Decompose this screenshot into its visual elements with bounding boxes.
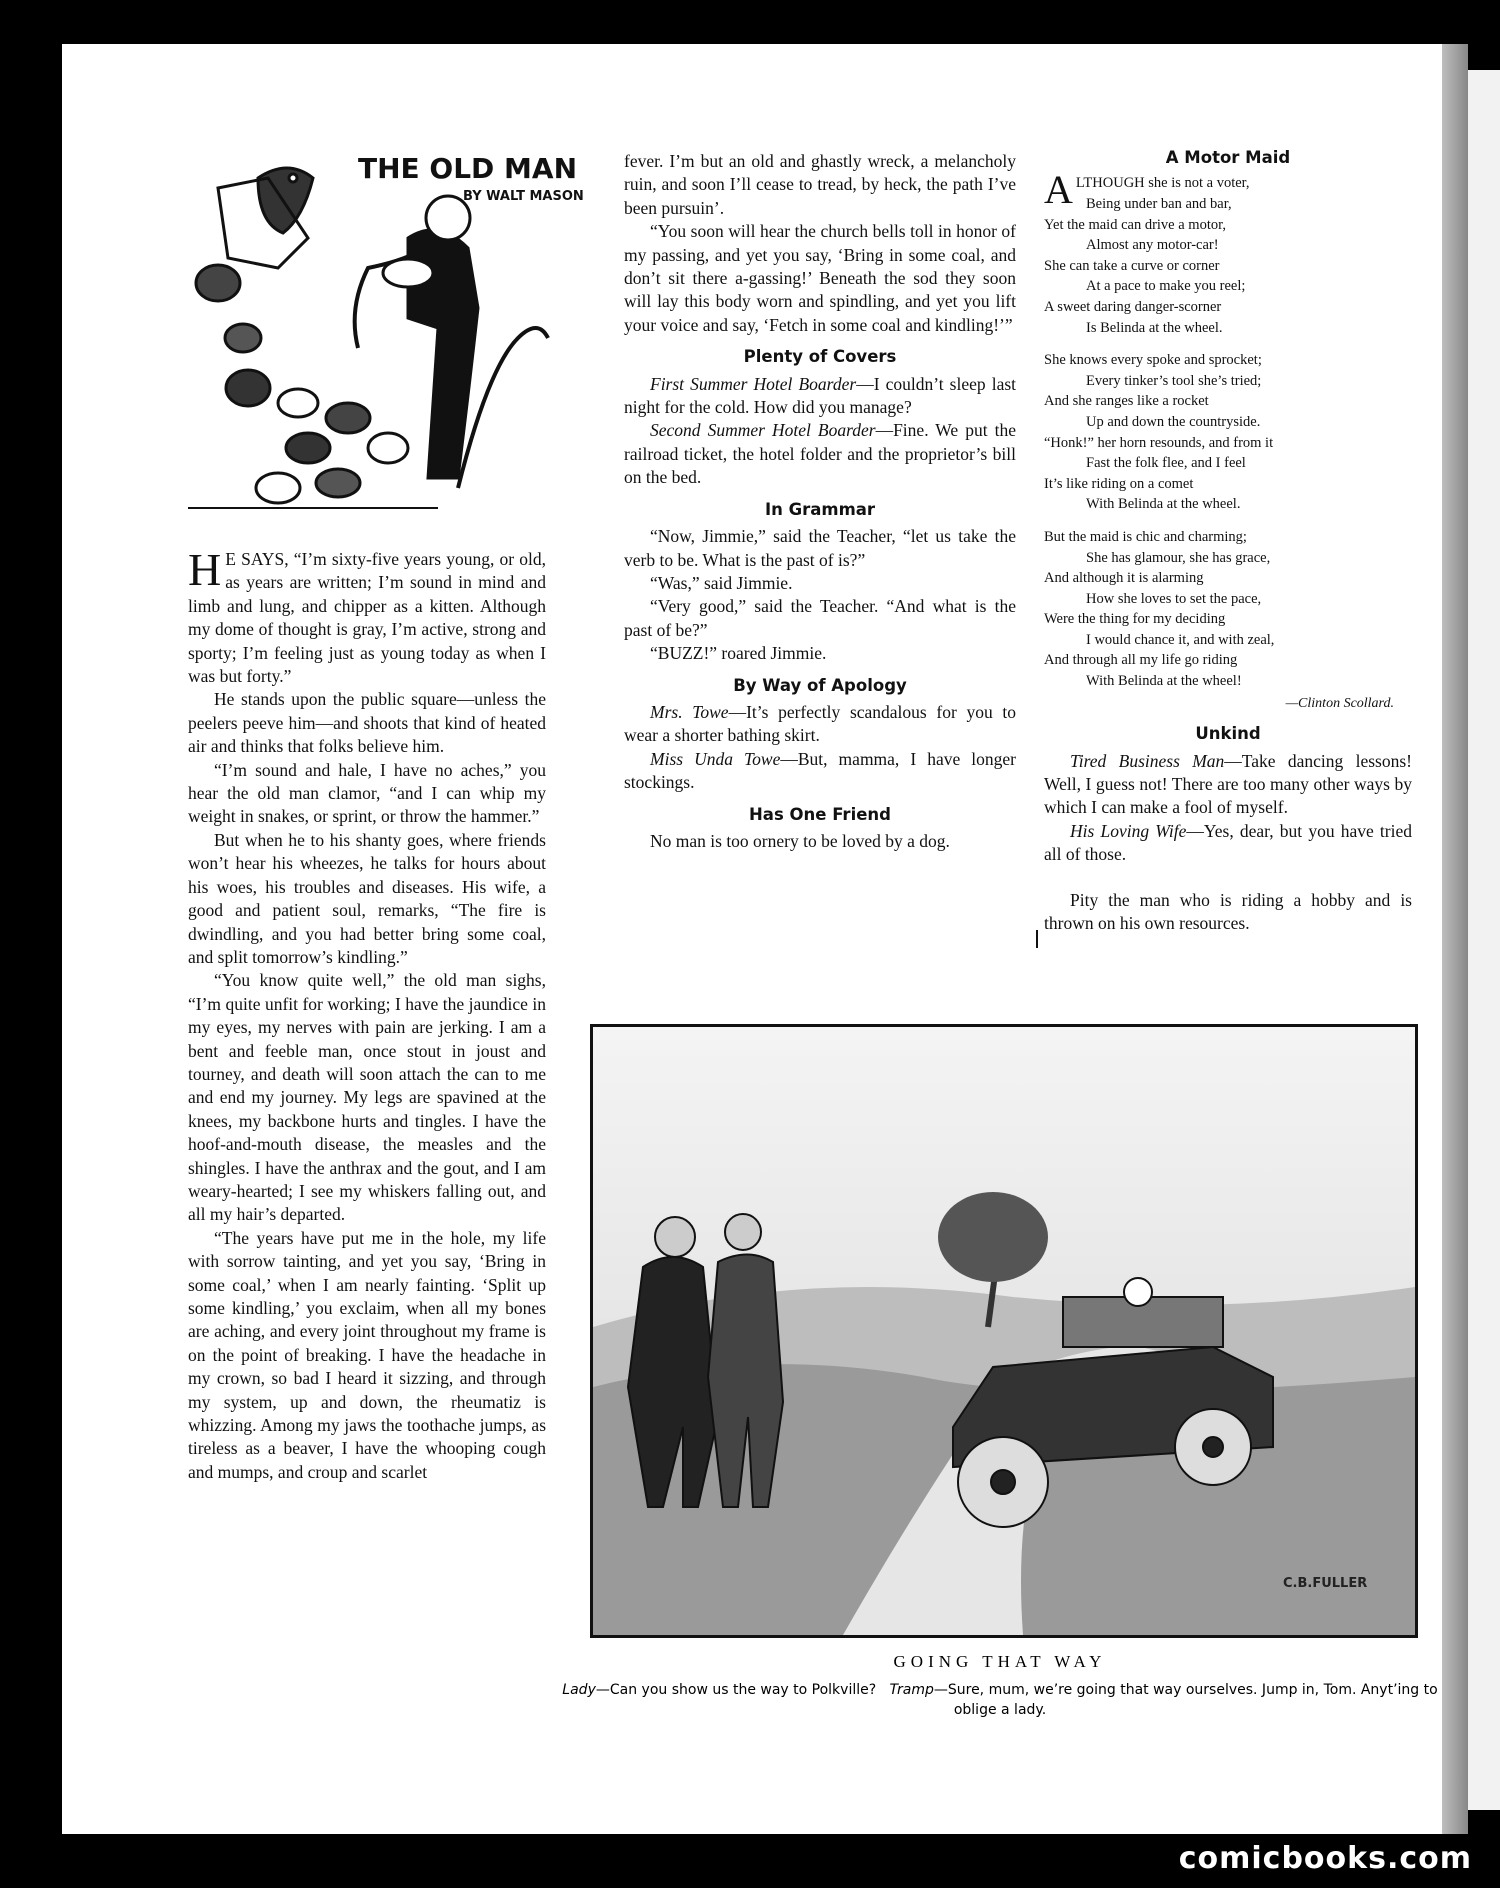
- grammar-line-4: “BUZZ!” roared Jimmie.: [650, 643, 827, 664]
- next-page-strip: [1468, 70, 1500, 1810]
- poem-line: Is Belinda at the wheel.: [1086, 319, 1223, 336]
- poem-line: Every tinker’s tool she’s tried;: [1086, 372, 1262, 389]
- old-man-cartoon: [188, 148, 588, 520]
- poem-line: With Belinda at the wheel!: [1086, 673, 1242, 690]
- poem-line: And she ranges like a rocket: [1044, 393, 1209, 410]
- article-paragraph-5: “You know quite well,” the old man sighs, “I’m quite unfit for working; I have the jaundice in my eyes, my nerves with pain are jerking. I am a bent and feeble man, once stout in joust and tourney, and death will soon attach the can to me and end my journey. My legs are spavined at the knees, my backbone hurts and tingles. I have the hoof-and-mouth disease, the measles and the shingles. I have the anthrax and the gout, and I am weary-hearted; I see my whiskers falling out, and all my hair’s departed.: [188, 970, 546, 1225]
- poem-line: But the maid is chic and charming;: [1044, 528, 1247, 545]
- caption-line-tramp: —Sure, mum, we’re going that way ourselves. Jump in, Tom. Anyt’ing to oblige a lady.: [933, 1682, 1438, 1718]
- poem-line: It’s like riding on a comet: [1044, 475, 1194, 492]
- poem-line: She knows every spoke and sprocket;: [1044, 352, 1262, 369]
- poem-line: How she loves to set the pace,: [1086, 590, 1262, 607]
- poem-line: I would chance it, and with zeal,: [1086, 631, 1275, 648]
- grammar-line-3: “Very good,” said the Teacher. “And what is the past of be?”: [624, 596, 1016, 640]
- poem-line: Yet the maid can drive a motor,: [1044, 216, 1226, 233]
- article-continuation-2: “You soon will hear the church bells toll in honor of my passing, and yet you say, ‘Bring in some coal, and don’t sit there a-gassing!’ Beneath the sod they soon will lay this body worn and spindling, and yet you lift your voice and say, ‘Fetch in some coal and kindling!’”: [624, 221, 1016, 335]
- caption-line-lady: —Can you show us the way to Polkville?: [595, 1682, 877, 1698]
- poem-line: She has glamour, she has grace,: [1086, 549, 1271, 566]
- article-paragraph-3: “I’m sound and hale, I have no aches,” you hear the old man clamor, “and I can whip my weight in snakes, or sprint, or throw the hammer.”: [188, 759, 546, 827]
- poem-line: Were the thing for my deciding: [1044, 611, 1226, 628]
- heading-a-motor-maid: A Motor Maid: [1165, 148, 1291, 167]
- unkind-line-2: His Loving Wife—Yes, dear, but you have tried all of those.: [1044, 820, 1413, 865]
- article-continuation-1: fever. I’m but an old and ghastly wreck, a melancholy ruin, and soon I’ll cease to tread, by heck, the path I’ve been pursuin’.: [624, 151, 1016, 218]
- poem-line: With Belinda at the wheel.: [1086, 496, 1241, 513]
- article-paragraph-4: But when he to his shanty goes, where friends won’t hear his wheezes, he talks for hours about his woes, his troubles and diseases. His wife, a good and patient soul, remarks, “The fire is dwindling, and you had better bring some coal, and split tomorrow’s kindling.”: [188, 829, 546, 967]
- heading-in-grammar: In Grammar: [764, 499, 876, 519]
- unkind-line-1: Tired Business Man—Take dancing lessons! Well, I guess not! There are too many other ways by which I can make a fool of myself.: [1044, 750, 1412, 818]
- poem-stanza-2: [1044, 350, 1412, 515]
- poem-line: LTHOUGH she is not a voter,: [1075, 175, 1250, 192]
- article-paragraph-2: He stands upon the public square—unless the peelers peeve him—and shoots that kind of heated air and thinks that folks believe him.: [188, 689, 546, 757]
- page-edge: [1442, 44, 1468, 1834]
- apology-line-1: Mrs. Towe—It’s perfectly scandalous for you to wear a shorter bathing skirt.: [624, 701, 1016, 746]
- illustration-caption: [560, 1680, 1440, 1720]
- poem-line: At a pace to make you reel;: [1086, 278, 1246, 295]
- poem-line: Fast the folk flee, and I feel: [1086, 455, 1246, 472]
- friend-line: No man is too ornery to be loved by a dog.: [650, 830, 950, 851]
- poem-line: Up and down the countryside.: [1086, 413, 1261, 430]
- caption-speaker-tramp: Tramp: [889, 1682, 934, 1698]
- article-column-2: [624, 150, 1016, 853]
- poem-line: Almost any motor-car!: [1086, 237, 1219, 254]
- article-column-3: [1044, 146, 1412, 936]
- column-rule: [1036, 930, 1038, 948]
- cartoon-byline: BY WALT MASON: [463, 189, 584, 204]
- illustration-signature: C.B.FULLER: [1283, 1576, 1368, 1591]
- poem-line: “Honk!” her horn resounds, and from it: [1044, 434, 1274, 451]
- illustration-going-that-way: [590, 1024, 1418, 1638]
- hobby-line: Pity the man who is riding a hobby and is thrown on his own resources.: [1044, 889, 1412, 934]
- poem-line: Being under ban and bar,: [1086, 196, 1232, 212]
- poem-stanza-3: [1044, 527, 1412, 692]
- cartoon-illustration: [188, 148, 588, 520]
- poem-line: And although it is alarming: [1044, 570, 1204, 587]
- article-paragraph-1: H E SAYS, “I’m sixty-five years young, or old, as years are written; I’m sound in mind and limb and lung, and chipper as a kitten. Although my dome of thought is gray, I’m active, strong and sporty; I’m feeling just as young today as when I was but forty.”: [188, 544, 546, 687]
- watermark: comicbooks.com: [1178, 1841, 1472, 1876]
- poem-attribution: —Clinton Scollard.: [1285, 695, 1394, 711]
- heading-has-one-friend: Has One Friend: [749, 804, 891, 824]
- heading-plenty-of-covers: Plenty of Covers: [743, 347, 897, 367]
- caption-speaker-lady: Lady: [562, 1682, 596, 1698]
- article-dropcap: H: [188, 544, 222, 595]
- car-and-tramps-illustration: [593, 1027, 1415, 1635]
- poem-line: A sweet daring danger-scorner: [1044, 298, 1222, 315]
- grammar-line-2: “Was,” said Jimmie.: [650, 572, 793, 593]
- apology-line-2: Miss Unda Towe—But, mamma, I have longer stockings.: [624, 748, 1017, 793]
- covers-line-1: First Summer Hotel Boarder—I couldn’t sleep last night for the cold. How did you manage?: [624, 373, 1017, 418]
- poem-dropcap: A: [1044, 167, 1073, 213]
- article-column-1: [188, 544, 546, 1484]
- illustration-title: GOING THAT WAY: [893, 1652, 1107, 1671]
- covers-line-2: Second Summer Hotel Boarder—Fine. We put the railroad ticket, the hotel folder and the proprietor’s bill on the bed.: [624, 420, 1016, 488]
- heading-unkind: Unkind: [1195, 724, 1261, 744]
- poem-a-motor-maid: [1044, 167, 1412, 714]
- article-paragraph-6: “The years have put me in the hole, my life with sorrow tainting, and yet you say, ‘Bring in some coal,’ when I am nearly fainting. ‘Split up some kindling,’ you exclaim, when all my bones are aching, and every joint throughout my frame is on the point of breaking. I have the headache in my crown, so bad I heard it sizzing, and through my system, up and down, the rheumatiz is whizzing. Among my jaws the toothache jumps, as tireless as a beaver, I have the whooping cough and mumps, and croup and scarlet: [188, 1227, 546, 1482]
- poem-line: And through all my life go riding: [1044, 652, 1238, 669]
- cartoon-title: THE OLD MAN: [358, 152, 578, 185]
- heading-by-way-of-apology: By Way of Apology: [733, 675, 907, 695]
- grammar-line-1: “Now, Jimmie,” said the Teacher, “let us take the verb to be. What is the past of is?”: [624, 526, 1016, 570]
- poem-line: She can take a curve or corner: [1044, 257, 1220, 274]
- poem-stanza-1: [1044, 167, 1412, 338]
